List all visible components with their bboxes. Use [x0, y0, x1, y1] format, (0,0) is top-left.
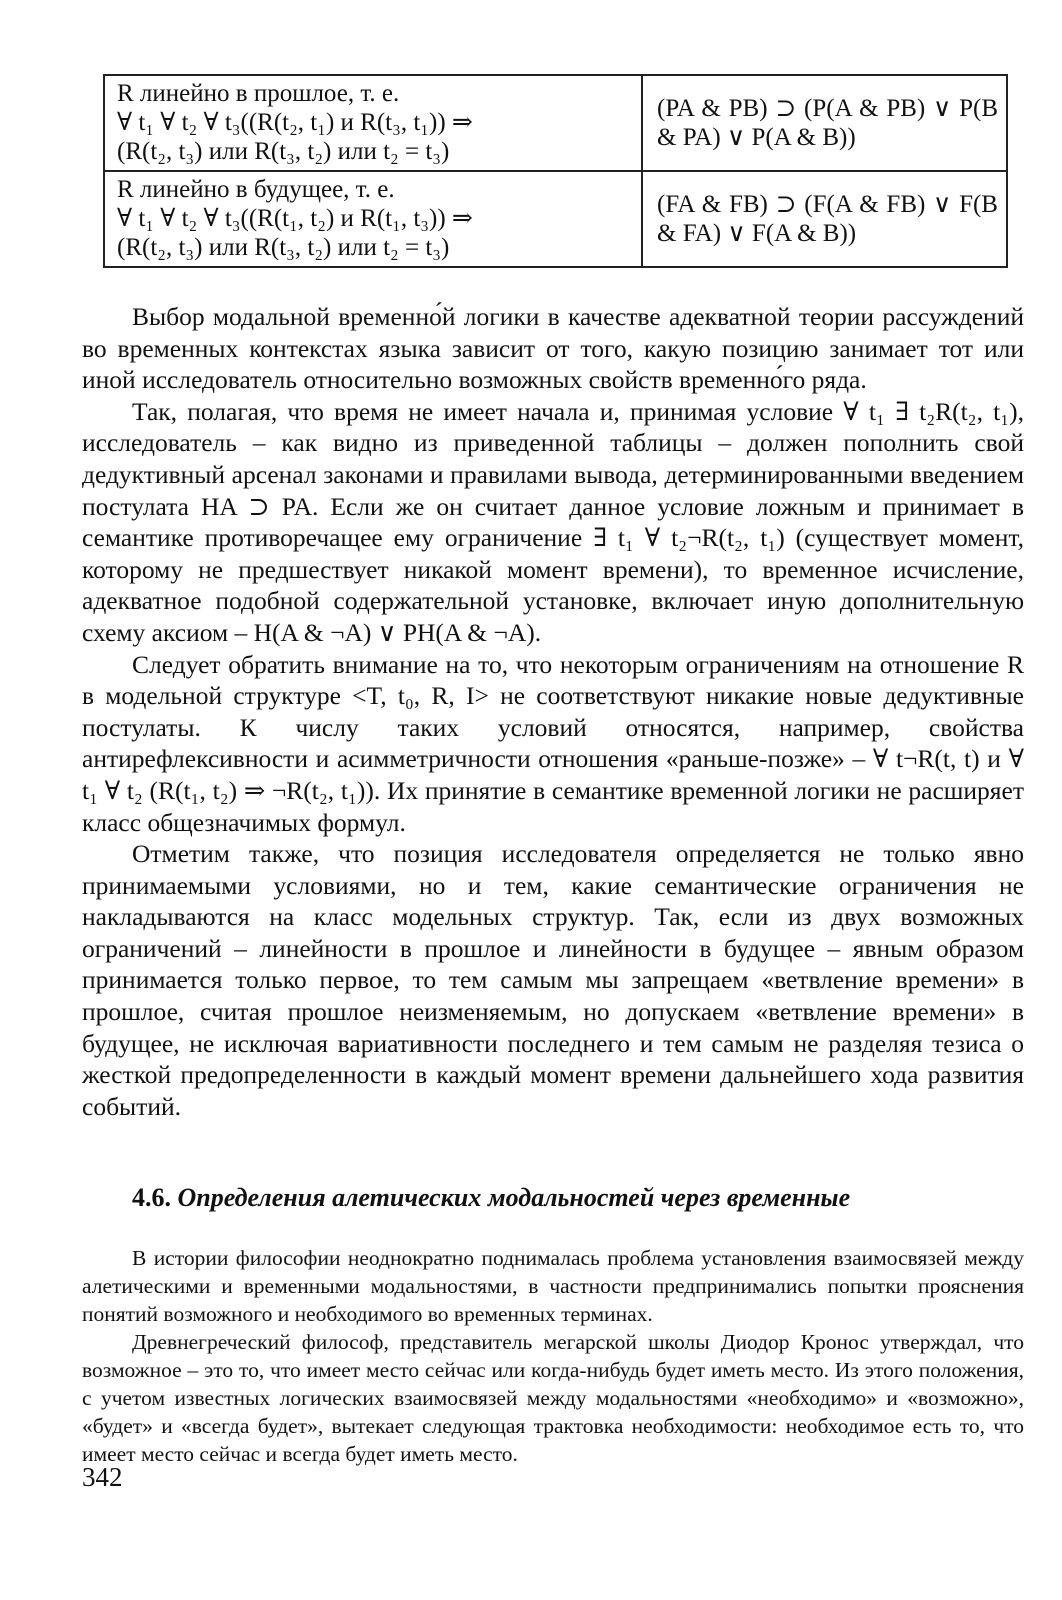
axiom-table — [103, 74, 1008, 268]
table-row — [104, 75, 1007, 171]
cell-line: (R(t₂, t₃) или R(t₃, t₂) или t₂ = t₃) — [117, 138, 450, 165]
cell-line: R линейно в прошлое, т. е. — [117, 80, 400, 107]
paragraph: Отметим также, что позиция исследователя определяется не только явно принимаемыми условиями, но и тем, какие семантические ограничения не накладываются на класс модельных структур. Так, если из двух возможных ограничений – линейности в прошлое и линейности в будущее – явным образом принимается только первое, то тем самым мы запрещаем «ветвление времени» в прошлое, считая прошлое неизменяемым, но допускаем «ветвление времени» в будущее, не исключая вариативности последнего и тем самым не разделяя тезиса о жесткой предопределенности в каждый момент времени дальнейшего хода развития событий. — [82, 839, 1024, 1121]
main-text — [82, 301, 1024, 1122]
table-cell-condition — [104, 75, 642, 171]
table-row — [104, 171, 1007, 267]
table-cell-condition — [104, 171, 642, 267]
cell-line: ∀ t₁ ∀ t₂ ∀ t₃((R(t₂, t₁) и R(t₃, t₁)) ⇒ — [117, 109, 473, 136]
section-title: Определения алетических модальностей через временные — [177, 1183, 851, 1212]
cell-line: (R(t₂, t₃) или R(t₃, t₂) или t₂ = t₃) — [117, 234, 450, 261]
table-cell-axiom: (FA & FB) ⊃ (F(A & FB) ∨ F(B & FA) ∨ F(A & B)) — [642, 171, 1007, 267]
paragraph: Следует обратить внимание на то, что некоторым ограничениям на отношение R в модельной структуре <T, t₀, R, I> не соответствуют никакие новые дедуктивные постулаты. К числу таких условий относятся, например, свойства антирефлексивности и асимметричности отношения «раньше-позже» – ∀ t¬R(t, t) и ∀ t₁ ∀ t₂ (R(t₁, t₂) ⇒ ¬R(t₂, t₁)). Их принятие в семантике временной логики не расширяет класс общезначимых формул. — [82, 649, 1024, 837]
table-cell-axiom: (PA & PB) ⊃ (P(A & PB) ∨ P(B & PA) ∨ P(A & B)) — [642, 75, 1007, 171]
paragraph: Древнегреческий философ, представитель мегарской школы Диодор Кронос утверждал, что возможное – это то, что имеет место сейчас или когда-нибудь будет иметь место. Из этого положения, с учетом известных логических взаимосвязей между модальностями «необходимо» и «возможно», «будет» и «всегда будет», вытекает следующая трактовка необходимости: необходимое есть то, что имеет место сейчас и всегда будет иметь место. — [82, 1330, 1024, 1466]
paragraph: В истории философии неоднократно поднималась проблема установления взаимосвязей между алетическими и временными модальностями, в частности предпринимались попытки прояснения понятий возможного и необходимого во временных терминах. — [82, 1246, 1024, 1326]
page-number: 342 — [82, 1462, 123, 1492]
section-number: 4.6. — [132, 1183, 171, 1212]
section-heading — [132, 1183, 1012, 1213]
section-text — [82, 1244, 1024, 1468]
cell-line: ∀ t₁ ∀ t₂ ∀ t₃((R(t₁, t₂) и R(t₁, t₃)) ⇒ — [117, 205, 473, 232]
cell-line: R линейно в будущее, т. е. — [117, 176, 395, 203]
paragraph: Так, полагая, что время не имеет начала и, принимая условие ∀ t₁ ∃ t₂R(t₂, t₁), исследователь – как видно из приведенной таблицы – должен пополнить свой дедуктивный арсенал законами и правилами вывода, детерминированными введением постулата HA ⊃ PA. Если же он считает данное условие ложным и принимает в семантике противоречащее ему ограничение ∃ t₁ ∀ t₂¬R(t₂, t₁) (существует момент, которому не предшествует никакой момент времени), то временное исчисление, адекватное подобной содержательной установке, включает иную дополнительную схему аксиом – H(A & ¬A) ∨ PH(A & ¬A). — [82, 396, 1024, 647]
paragraph: Выбор модальной временно́й логики в качестве адекватной теории рассуждений во временных контекстах языка зависит от того, какую позицию занимает тот или иной исследователь относительно возможных свойств временно́го ряда. — [82, 302, 1024, 395]
